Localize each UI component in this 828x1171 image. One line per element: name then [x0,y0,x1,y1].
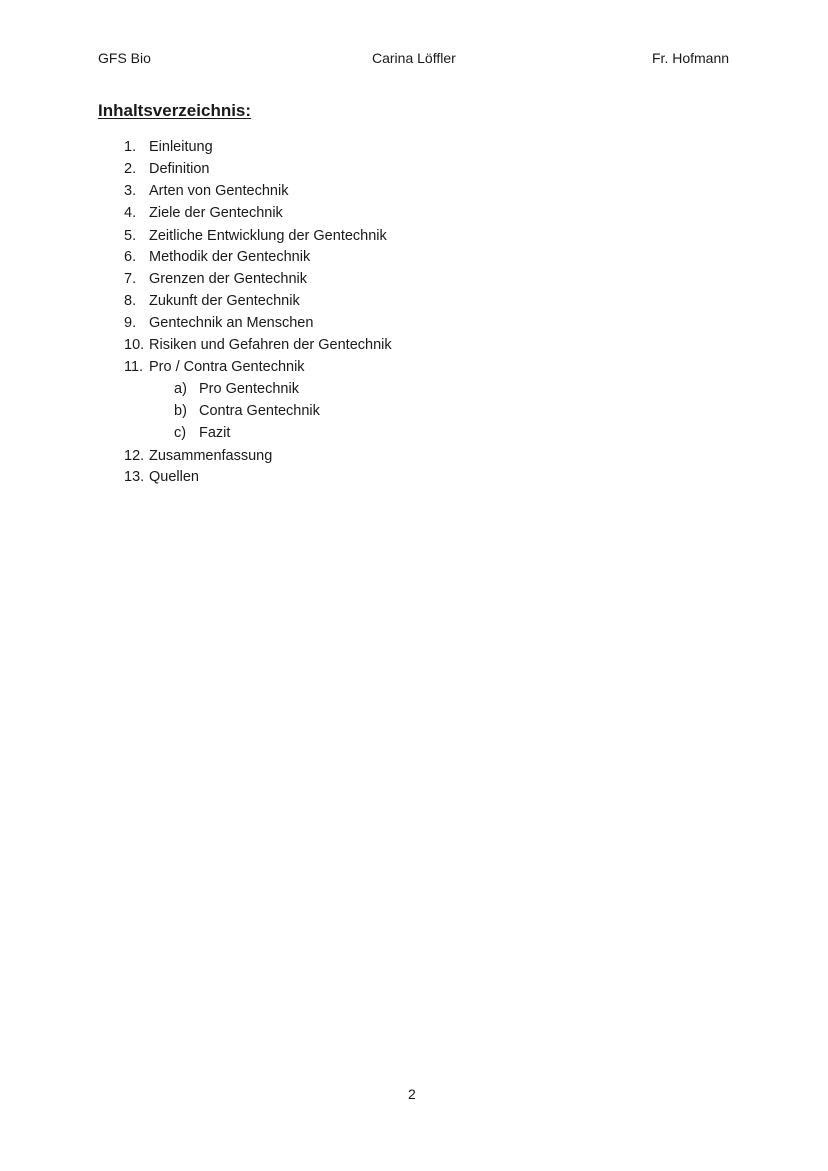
toc-item [124,227,524,245]
toc-item [124,292,524,310]
toc-item-number: 1. [124,139,137,155]
toc-title: Inhaltsverzeichnis: [98,101,252,120]
toc-item [124,447,524,465]
header-subject: GFS Bio [98,50,151,66]
toc-item [124,204,524,222]
toc-item-text: Gentechnik an Menschen [149,315,314,331]
toc-item-number: 7. [124,271,137,287]
toc-item [124,182,524,200]
toc-item-text: Grenzen der Gentechnik [149,271,307,287]
toc-subitem [174,424,474,442]
toc-item-number: 4. [124,205,137,221]
toc-item-text: Risiken und Gefahren der Gentechnik [149,337,392,353]
toc-item [124,468,524,486]
toc-item-number: 5. [124,228,137,244]
toc-item-number: 8. [124,293,137,309]
toc-item [124,138,524,156]
toc-item-text: Definition [149,161,210,177]
toc-item-number: 11. [124,359,144,375]
toc-item-text: Arten von Gentechnik [149,183,289,199]
toc-item-text: Quellen [149,469,199,485]
toc-item-text: Zeitliche Entwicklung der Gentechnik [149,228,387,244]
toc-item-text: Ziele der Gentechnik [149,205,283,221]
toc-item [124,358,524,376]
toc-subitem [174,380,474,398]
toc-item-number: a) [174,381,187,397]
toc-item-text: Pro / Contra Gentechnik [149,359,305,375]
toc-item-text: Fazit [199,425,231,441]
toc-item-number: 6. [124,249,137,265]
toc-item [124,336,524,354]
toc-item-text: Zusammenfassung [149,448,273,464]
toc-item-number: 2. [124,161,137,177]
toc-item-number: b) [174,403,187,419]
toc-item-text: Pro Gentechnik [199,381,299,397]
toc-item-number: 9. [124,315,137,331]
header-teacher: Fr. Hofmann [652,50,730,66]
toc-item-number: 13. [124,469,145,485]
toc-item [124,270,524,288]
toc-item-number: 10. [124,337,145,353]
page-number: 2 [408,1086,416,1102]
toc-item-number: c) [174,425,187,441]
toc-item-text: Zukunft der Gentechnik [149,293,300,309]
toc-item-number: 3. [124,183,137,199]
header-author: Carina Löffler [372,50,456,66]
toc-item [124,160,524,178]
toc-item-text: Einleitung [149,139,213,155]
toc-item-number: 12. [124,448,145,464]
toc-item [124,248,524,266]
toc-item-text: Contra Gentechnik [199,403,320,419]
toc-subitem [174,402,474,420]
toc-item [124,314,524,332]
toc-item-text: Methodik der Gentechnik [149,249,311,265]
